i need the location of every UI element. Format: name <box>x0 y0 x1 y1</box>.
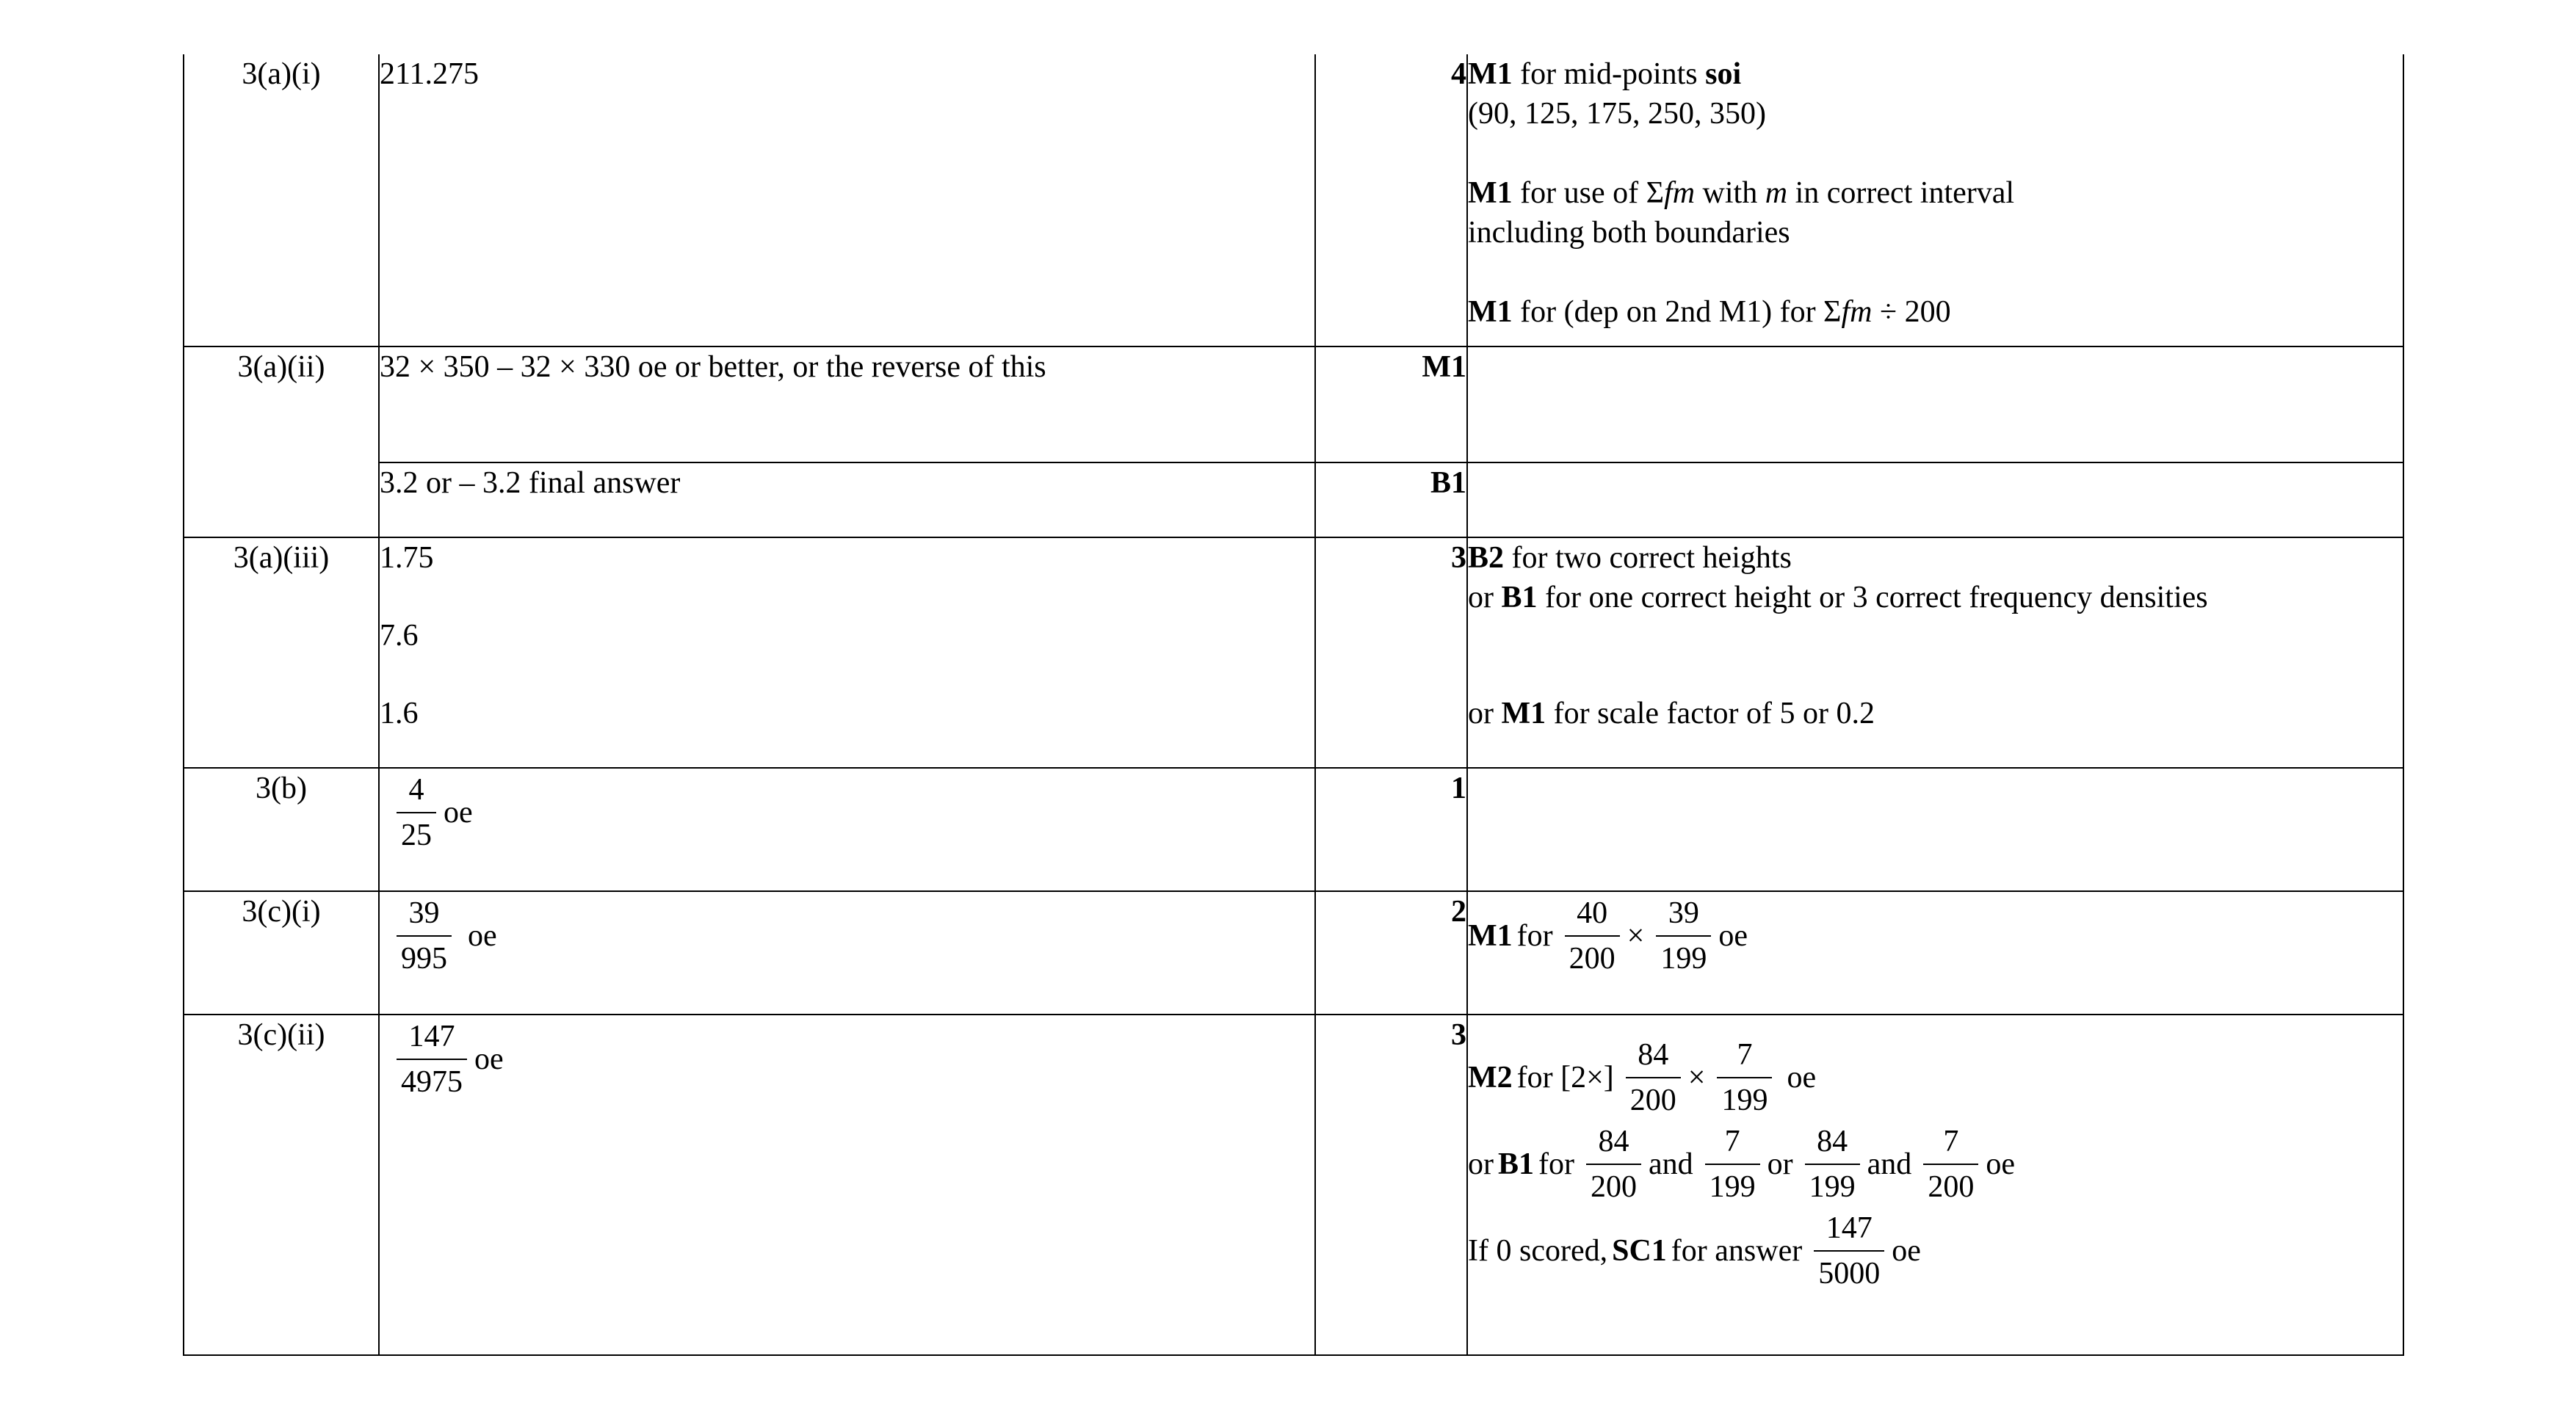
guidance-cell <box>1467 1015 2403 1355</box>
answer-cell <box>379 891 1315 1015</box>
table-row <box>184 537 2403 768</box>
guidance-line: (90, 125, 175, 250, 350) <box>1468 97 1766 131</box>
fraction: $\frac{39}{995}$ <box>397 891 452 981</box>
guidance-line: including both boundaries <box>1468 216 1790 250</box>
marks-cell: 3 <box>1315 1015 1467 1355</box>
answer-cell: 3.2 or – 3.2 final answer <box>379 462 1315 537</box>
guidance-cell <box>1467 768 2403 891</box>
answer-cell <box>379 768 1315 891</box>
answer-cell <box>379 537 1315 768</box>
guidance-cell <box>1467 54 2403 346</box>
guidance-line: M1 for use of Σfm with m in correct interval <box>1468 176 2015 210</box>
question-number: 3(a)(i) <box>184 54 379 346</box>
fraction: $\frac{84}{200}$ <box>1626 1033 1681 1122</box>
guidance-cell <box>1467 891 2403 1015</box>
marks-cell: 2 <box>1315 891 1467 1015</box>
fraction: $\frac{147}{4975}$ <box>397 1015 467 1104</box>
table-row <box>184 1015 2403 1355</box>
fraction-answer: $\frac{147}{4975}$ oe <box>389 1015 1314 1103</box>
table-row <box>184 462 2403 537</box>
guidance-cell <box>1467 346 2403 462</box>
table-row <box>184 891 2403 1015</box>
question-number: 3(a)(ii) <box>184 346 379 537</box>
answer-line: 7.6 <box>380 619 419 653</box>
guidance-line: or B1 for one correct height or 3 correct frequency densities <box>1468 581 2208 614</box>
table-row <box>184 768 2403 891</box>
marks-cell: 3 <box>1315 537 1467 768</box>
question-number: 3(b) <box>184 768 379 891</box>
fraction: $\frac{147}{5000}$ <box>1814 1206 1884 1296</box>
guidance-line: or B1 for $\frac{84}{200}$ and $\frac{7}{199}$ or $\frac{84}{199}$ and $\frac{7}{200}$ oe <box>1468 1121 2403 1208</box>
table-row <box>184 54 2403 346</box>
marks-cell: 1 <box>1315 768 1467 891</box>
guidance-line: If 0 scored, SC1 for answer $\frac{147}{5000}$ oe <box>1468 1208 2403 1294</box>
answer-line: 1.6 <box>380 697 419 730</box>
question-number: 3(c)(ii) <box>184 1015 379 1355</box>
guidance-line: B2 for two correct heights <box>1468 541 1792 575</box>
fraction: $\frac{7}{199}$ <box>1717 1033 1772 1122</box>
fraction: $\frac{4}{25}$ <box>397 768 436 857</box>
marks-cell: 4 <box>1315 54 1467 346</box>
guidance-line: M1 for (dep on 2nd M1) for Σfm ÷ 200 <box>1468 295 1951 329</box>
guidance-cell <box>1467 462 2403 537</box>
answer-cell: 32 × 350 – 32 × 330 oe or better, or the reverse of this <box>379 346 1315 462</box>
question-number: 3(a)(iii) <box>184 537 379 768</box>
guidance-line: M1 for $\frac{40}{200}$ × $\frac{39}{199}$ oe <box>1468 892 2403 980</box>
guidance-line: or M1 for scale factor of 5 or 0.2 <box>1468 697 1875 730</box>
question-number: 3(c)(i) <box>184 891 379 1015</box>
guidance-line: M2 for [2×] $\frac{84}{200}$ × $\frac{7}{199}$ oe <box>1468 1034 2403 1121</box>
table-row <box>184 346 2403 462</box>
answer-cell <box>379 1015 1315 1355</box>
guidance-cell <box>1467 537 2403 768</box>
fraction: $\frac{7}{200}$ <box>1923 1119 1978 1209</box>
fraction-answer: $\frac{4}{25}$ oe <box>389 769 1314 857</box>
answer-cell: 211.275 <box>379 54 1315 346</box>
answer-line: 1.75 <box>380 541 434 575</box>
guidance-line: M1 for mid-points soi <box>1468 57 1742 91</box>
fraction: $\frac{40}{200}$ <box>1565 891 1620 981</box>
fraction: $\frac{7}{199}$ <box>1705 1119 1760 1209</box>
mark-scheme-table <box>183 54 2404 1356</box>
fraction-answer: $\frac{39}{995}$ oe <box>389 892 1314 980</box>
marks-cell: M1 <box>1315 346 1467 462</box>
marks-cell: B1 <box>1315 462 1467 537</box>
fraction: $\frac{39}{199}$ <box>1656 891 1711 981</box>
fraction: $\frac{84}{199}$ <box>1805 1119 1860 1209</box>
fraction: $\frac{84}{200}$ <box>1586 1119 1641 1209</box>
